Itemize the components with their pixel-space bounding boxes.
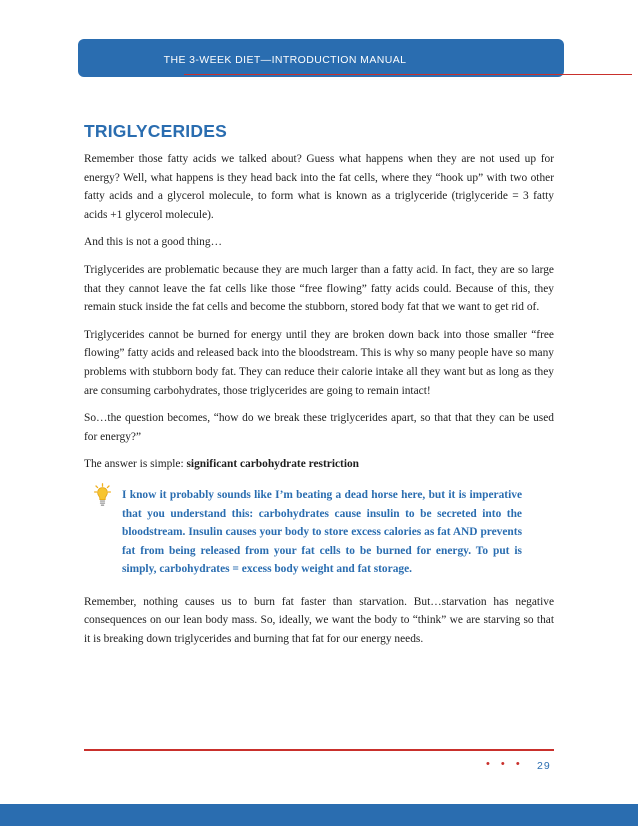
page-number: 29 bbox=[537, 760, 551, 772]
paragraph: Triglycerides are problematic because they are much larger than a fatty acid. In fact, they are so large that they cannot leave the fat cells like those “free flowing” fatty acids could. Because of this, they remain stuck inside the fat cells and become the stubborn, stored body fat that we want to get rid of. bbox=[84, 263, 554, 314]
paragraph: Triglycerides cannot be burned for energy until they are broken down back into those smaller “free flowing” fatty acids and released back into the bloodstream. This is why so many people have so many problems with stubborn body fat. They can reduce their calorie intake all they want but as long as they are consuming carbohydrates, those triglycerides are going to remain intact! bbox=[84, 328, 554, 397]
tip-callout bbox=[84, 486, 554, 579]
header-bar bbox=[78, 39, 564, 77]
footer-divider bbox=[84, 749, 554, 751]
header-title: THE 3-WEEK DIET—INTRODUCTION MANUAL bbox=[163, 54, 407, 66]
page-dots: • • • bbox=[486, 758, 524, 770]
answer-paragraph bbox=[84, 455, 554, 474]
paragraph: And this is not a good thing… bbox=[84, 236, 222, 249]
bottom-bar bbox=[0, 804, 638, 826]
callout-text: I know it probably sounds like I’m beating a dead horse here, but it is imperative that you understand this: carbohydrates cause insulin to be secreted into the bloodstream. Insulin causes your body to store excess calories as fat AND prevents fat from being released from your fat cells to be burned for energy. To put is simply, carbohydrates = excess body weight and fat storage. bbox=[122, 488, 522, 576]
answer-prefix: The answer is simple: bbox=[84, 458, 187, 471]
body-content bbox=[84, 150, 554, 658]
header-divider bbox=[184, 74, 632, 75]
closing-paragraph: Remember, nothing causes us to burn fat faster than starvation. But…starvation has negative consequences on our lean body mass. So, ideally, we want the body to “think” we are starving so that it is breaking down triglycerides and burning that fat for our energy needs. bbox=[84, 595, 554, 646]
lightbulb-icon bbox=[94, 483, 111, 508]
paragraph: So…the question becomes, “how do we break these triglycerides apart, so that that they can be used for energy?” bbox=[84, 412, 554, 443]
paragraph: Remember those fatty acids we talked about? Guess what happens when they are not used up for energy? Well, what happens is they head back into the fat cells, where they “hook up” with two other fatty acids and a glycerol molecule, to form what is known as a triglyceride (triglyceride = 3 fatty acids +1 glycerol molecule). bbox=[84, 153, 554, 221]
answer-emphasis: significant carbohydrate restriction bbox=[186, 458, 360, 471]
section-heading: TRIGLYCERIDES bbox=[84, 121, 227, 141]
